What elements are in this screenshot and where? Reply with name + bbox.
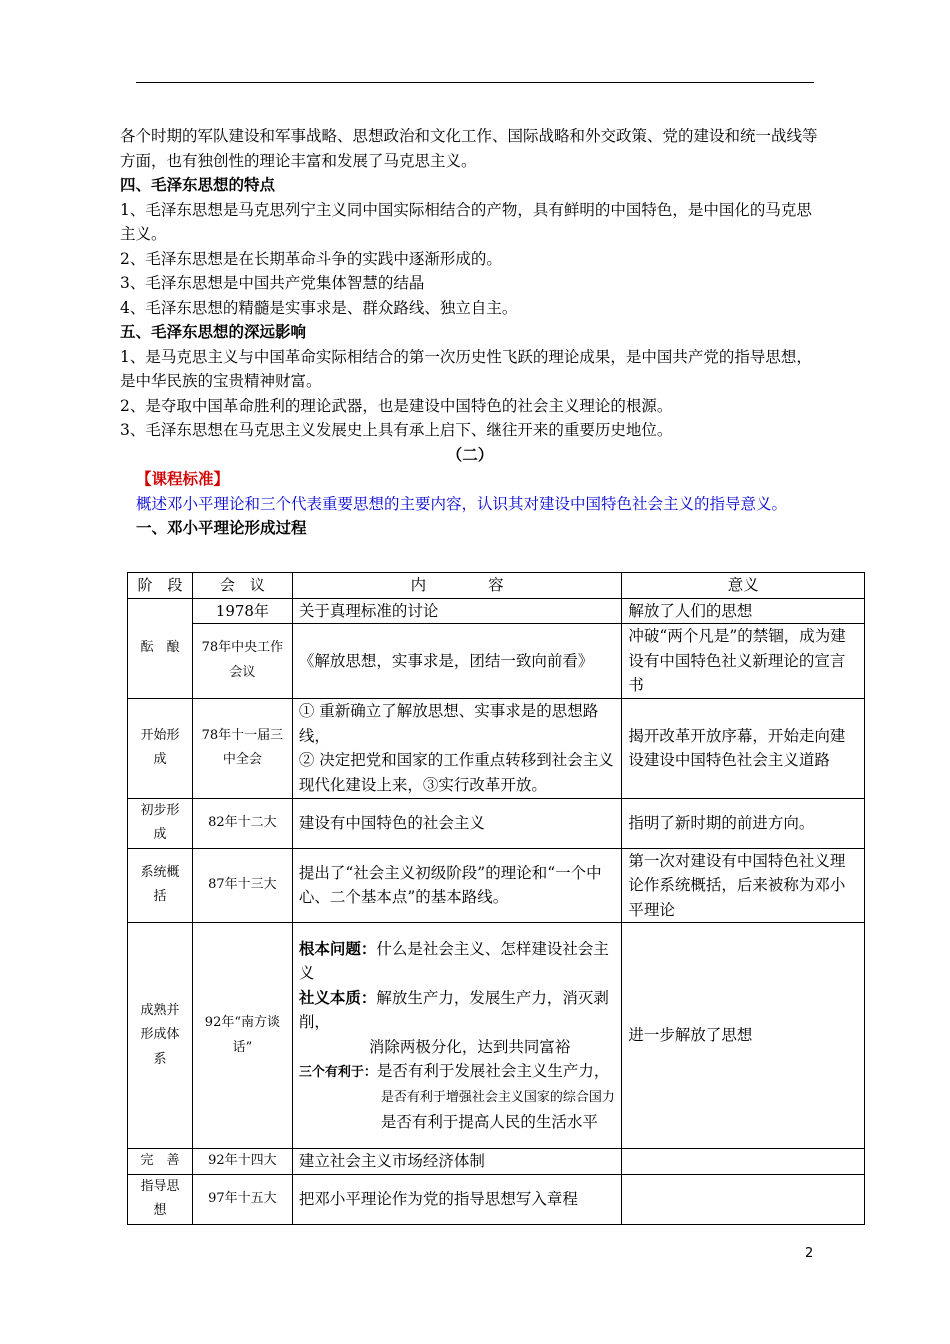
- course-standard-text: 概述邓小平理论和三个代表重要思想的主要内容，认识其对建设中国特色社会主义的指导意义。: [136, 494, 788, 513]
- stage-cell: 成熟并形成体系: [128, 923, 193, 1149]
- section4-item: 4、毛泽东思想的精髓是实事求是、群众路线、独立自主。: [120, 298, 518, 317]
- meaning-cell: 解放了人们的思想: [622, 598, 865, 624]
- stage-cell: 开始形成: [128, 698, 193, 798]
- stage-cell: 系统概括: [128, 848, 193, 923]
- section5-title: 五、毛泽东思想的深远影响: [120, 322, 307, 341]
- content-cell: 建立社会主义市场经济体制: [292, 1149, 622, 1175]
- meaning-cell: [622, 1174, 865, 1224]
- table-row: [128, 1149, 865, 1175]
- meeting-cell: 78年十一届三中全会: [192, 698, 292, 798]
- table-row: [128, 798, 865, 848]
- meeting-cell: 97年十五大: [192, 1174, 292, 1224]
- table-row: [128, 598, 865, 624]
- table-row: [128, 848, 865, 923]
- fundamental-question: [299, 937, 616, 986]
- course-standard-label: 【课程标准】: [136, 469, 230, 488]
- socialism-essence-text: 解放生产力，发展生产力，消灭剥削，: [298, 988, 609, 1031]
- table-row: [128, 698, 865, 798]
- section4-item: 1、毛泽东思想是马克思列宁主义同中国实际相结合的产物，具有鲜明的中国特色，是中国化的马克思主义。: [120, 200, 812, 243]
- section4-item: 2、毛泽东思想是在长期革命斗争的实践中逐渐形成的。: [120, 249, 502, 268]
- stage-cell: 完 善: [128, 1149, 193, 1175]
- header-rule: [136, 82, 814, 83]
- content-cell: 《解放思想，实事求是，团结一致向前看》: [292, 624, 622, 699]
- meaning-cell: 冲破“两个凡是”的禁锢，成为建设有中国特色社义新理论的宣言书: [622, 624, 865, 699]
- content-line: ① 重新确立了解放思想、实事求是的思想路线，: [298, 702, 599, 745]
- document-body: [120, 124, 820, 541]
- header-stage: 阶 段: [128, 573, 193, 599]
- socialism-essence: [299, 986, 616, 1035]
- stage-cell: 指导思想: [128, 1174, 193, 1224]
- stage-cell: 酝 酿: [128, 598, 193, 698]
- meeting-cell: 82年十二大: [192, 798, 292, 848]
- meaning-cell: 指明了新时期的前进方向。: [622, 798, 865, 848]
- section4-title: 四、毛泽东思想的特点: [120, 175, 276, 194]
- meaning-cell: 第一次对建设有中国特色社义理论作系统概括，后来被称为邓小平理论: [622, 848, 865, 923]
- meeting-cell: 87年十三大: [192, 848, 292, 923]
- deng-theory-table: [127, 572, 865, 1225]
- content-cell: 关于真理标准的讨论: [292, 598, 622, 624]
- meaning-cell: 进一步解放了思想: [622, 923, 865, 1149]
- meeting-cell: 92年“南方谈话”: [192, 923, 292, 1149]
- header-meaning: 意义: [622, 573, 865, 599]
- table-row: [128, 923, 865, 1149]
- socialism-essence-label: 社义本质：: [298, 987, 377, 1007]
- content-cell: [292, 923, 622, 1149]
- meeting-cell: 1978年: [192, 598, 292, 624]
- content-line: ② 决定把党和国家的工作重点转移到社会主义现代化建设上来，③实行改革开放。: [298, 751, 614, 794]
- socialism-essence-cont: 消除两极分化，达到共同富裕: [368, 1037, 571, 1056]
- fundamental-question-label: 根本问题：: [298, 938, 377, 958]
- part-two-heading: （二）: [446, 444, 494, 464]
- content-cell: 提出了“社会主义初级阶段”的理论和“一个中心、二个基本点”的基本路线。: [292, 848, 622, 923]
- content-cell: 建设有中国特色的社会主义: [292, 798, 622, 848]
- table-row: [128, 624, 865, 699]
- section5-item: 2、是夺取中国革命胜利的理论武器，也是建设中国特色的社会主义理论的根源。: [120, 396, 673, 415]
- three-benefits: [299, 1059, 616, 1086]
- header-content: 内 容: [292, 573, 622, 599]
- section5-item: 1、是马克思主义与中国革命实际相结合的第一次历史性飞跃的理论成果，是中国共产党的指导思想，是中华民族的宝贵精神财富。: [120, 347, 812, 390]
- three-benefits-1: 是否有利于发展社会主义生产力，: [376, 1062, 610, 1080]
- three-benefits-3: 是否有利于提高人民的生活水平: [380, 1113, 598, 1131]
- content-cell: [292, 698, 622, 798]
- stage-cell: 初步形成: [128, 798, 193, 848]
- header-meeting: 会 议: [192, 573, 292, 599]
- meeting-cell: 92年十四大: [192, 1149, 292, 1175]
- paragraph-intro: 各个时期的军队建设和军事战略、思想政治和文化工作、国际战略和外交政策、党的建设和统一战线等方面，也有独创性的理论丰富和发展了马克思主义。: [120, 127, 818, 170]
- table-header-row: [128, 573, 865, 599]
- meaning-cell: [622, 1149, 865, 1175]
- table-row: [128, 1174, 865, 1224]
- meaning-cell: 揭开改革开放序幕，开始走向建设建设中国特色社会主义道路: [622, 698, 865, 798]
- fundamental-question-text: 什么是社会主义、怎样建设社会主义: [298, 939, 609, 982]
- content-cell: 把邓小平理论作为党的指导思想写入章程: [292, 1174, 622, 1224]
- page-number: 2: [805, 1246, 814, 1261]
- section4-item: 3、毛泽东思想是中国共产党集体智慧的结晶: [120, 274, 425, 292]
- section1-title: 一、邓小平理论形成过程: [136, 518, 307, 537]
- meeting-cell: 78年中央工作会议: [192, 624, 292, 699]
- three-benefits-2: 是否有利于增强社会主义国家的综合国力: [380, 1089, 615, 1105]
- section5-item: 3、毛泽东思想在马克思主义发展史上具有承上启下、继往开来的重要历史地位。: [120, 421, 673, 439]
- three-benefits-label: 三个有利于：: [298, 1065, 377, 1080]
